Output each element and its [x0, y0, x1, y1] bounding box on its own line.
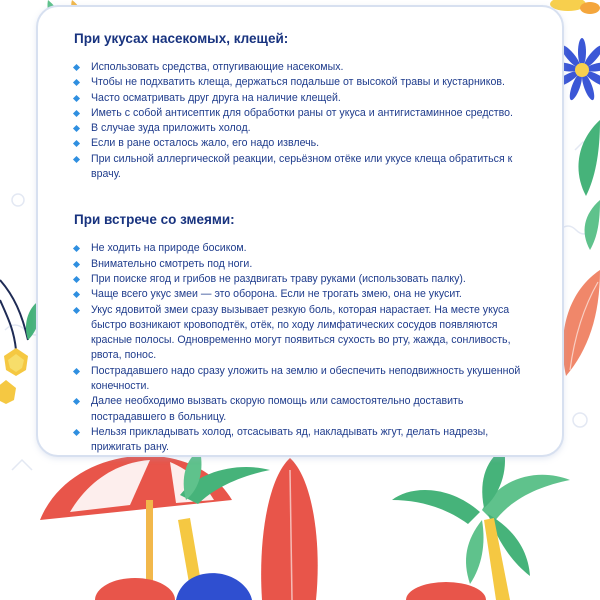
bullet-icon: [73, 95, 80, 102]
bullet-icon: [73, 276, 80, 283]
bullet-icon: [73, 245, 80, 252]
snake-tips-list: [74, 241, 532, 455]
bullet-icon: [73, 398, 80, 405]
flower-icon: [0, 380, 16, 404]
list-item: В случае зуда приложить холод.: [74, 121, 532, 136]
branch-icon: [0, 280, 41, 350]
list-item: Часто осматривать друг друга на наличие клещей.: [74, 91, 532, 106]
insect-tips-list: [74, 60, 532, 182]
bullet-icon: [73, 110, 80, 117]
surfboard-icon: [261, 458, 318, 600]
bullet-icon: [73, 307, 80, 314]
list-item: Внимательно смотреть под ноги.: [74, 257, 532, 272]
list-item: Использовать средства, отпугивающие насекомых.: [74, 60, 532, 75]
bullet-icon: [73, 125, 80, 132]
list-item: При поиске ягод и грибов не раздвигать траву руками (использовать палку).: [74, 272, 532, 287]
list-item: Укус ядовитой змеи сразу вызывает резкую боль, которая нарастает. На месте укуса быстро возникают кровоподтёк, отёк, по ходу лимфатических сосудов появляются красные полосы. Одновременно могут появиться сухость во рту, жажда, сонливость, рвота, понос.: [74, 303, 532, 364]
section-title-snakes: При встрече со змеями:: [74, 212, 235, 228]
list-item: Если в ране осталось жало, его надо извлечь.: [74, 136, 532, 151]
list-item: Иметь с собой антисептик для обработки раны от укуса и антигистаминное средство.: [74, 106, 532, 121]
bullet-icon: [73, 429, 80, 436]
list-item: Нельзя прикладывать холод, отсасывать яд, накладывать жгут, делать надрезы, прижигать рану.: [74, 425, 532, 456]
bullet-icon: [73, 64, 80, 71]
leaf-icon: [563, 270, 600, 376]
bullet-icon: [73, 368, 80, 375]
bullet-icon: [73, 156, 80, 163]
list-item: При сильной аллергической реакции, серьёзном отёке или укусе клеща обратиться к врачу.: [74, 152, 532, 183]
ring-icon: [176, 573, 252, 600]
list-item: Пострадавшего надо сразу уложить на землю и обеспечить неподвижность укушенной конечности.: [74, 364, 532, 395]
list-item: Чтобы не подхватить клеща, держаться подальше от высокой травы и кустарников.: [74, 75, 532, 90]
info-card: [36, 5, 564, 457]
palm-tree-icon: [392, 448, 570, 600]
bullet-icon: [73, 140, 80, 147]
bullet-icon: [73, 261, 80, 268]
bullet-icon: [73, 291, 80, 298]
list-item: Не ходить на природе босиком.: [74, 241, 532, 256]
list-item: Далее необходимо вызвать скорую помощь или самостоятельно доставить пострадавшего в больницу.: [74, 394, 532, 425]
flower-icon: [4, 348, 28, 376]
bullet-icon: [73, 79, 80, 86]
leaf-icon: [578, 120, 600, 250]
section-title-insects: При укусах насекомых, клещей:: [74, 31, 289, 46]
list-item: Чаще всего укус змеи — это оборона. Если не трогать змею, она не укусит.: [74, 287, 532, 302]
